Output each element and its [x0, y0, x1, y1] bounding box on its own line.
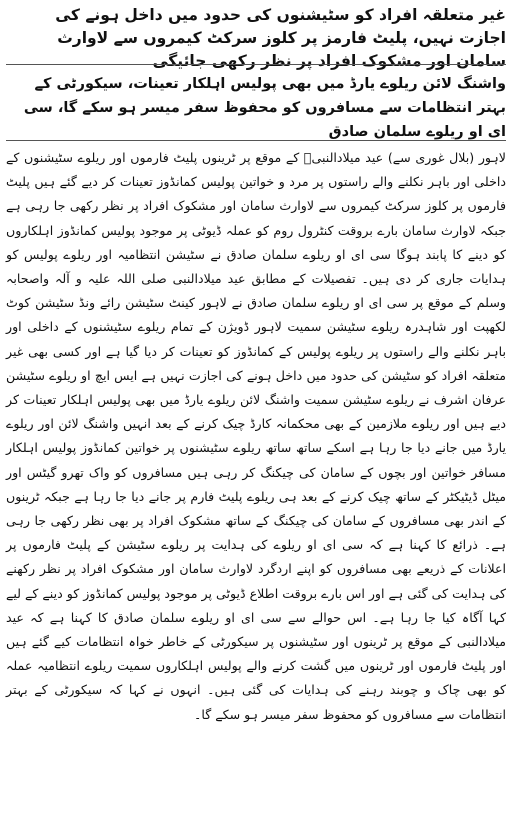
headline-divider [6, 64, 506, 65]
article-headline: غیر متعلقہ افراد کو سٹیشنوں کی حدود میں داخل ہونے کی اجازت نہیں، پلیٹ فارمز پر کلوز سرکٹ کیمروں سے لاوارث سامان اور مشکوک افراد پر نظر رکھی جائیگی [55, 6, 506, 70]
subheadline-divider [6, 140, 506, 141]
article-subheadline: واشنگ لائن ریلوے یارڈ میں بھی پولیس اہلکار تعینات، سیکورٹی کے بہتر انتظامات سے مسافروں کو محفوظ سفر میسر ہو سکے گا، سی ای او ریلوے سلمان صادق [23, 76, 506, 140]
article-body: لاہور (بلال غوری سے) عید میلادالنبیؐ کے موقع پر ٹرینوں پلیٹ فارموں اور ریلوے سٹیشنوں کے داخلی اور باہر نکلنے والے راستوں پر مرد و خواتین پولیس کمانڈوز تعینات کر دیے گئے ہیں پلیٹ فارموں پر کلوز سرکٹ کیمروں سے لاوارث سامان اور مشکوک افراد پر نظر رکھی جا رہی ہے جبکہ لاوارث سامان بارے بروقت کنٹرول روم کو عملہ ڈیوٹی پر موجود پولیس کمانڈوز اہلکاروں کو دینے کا پابند ہوگا سی ای او ریلوے سلمان صادق نے سٹیشن انتظامیہ اور ریلوے پولیس کو ہدایات جاری کر دی ہیں۔ تفصیلات کے مطابق عید میلادالنبی صلی اللہ علیہ و آلہ واصحابہ وسلم کے موقع پر سی ای او ریلوے سلمان صادق نے لاہور کینٹ سٹیشن رائے ونڈ سٹیشن کوٹ لکھپت اور شاہدرہ ریلوے سٹیشن سمیت لاہور ڈویژن کے تمام ریلوے سٹیشنوں کے داخلی اور باہر نکلنے والے راستوں پر ریلوے پولیس کے کمانڈوز کو تعینات کر دیا گیا ہے اور کسی بھی غیر متعلقہ افراد کو سٹیشن کی حدود میں داخل ہونے کی اجازت نہیں ہے ایس ایچ او ریلوے سٹیشن عرفان اشرف نے ریلوے سٹیشن سمیت واشنگ لائن ریلوے یارڈ میں بھی پولیس اہلکار تعینات کر دیے ہیں اور ریلوے ملازمین کے بھی محکمانہ کارڈ چیک کرنے کے بعد انہیں واشنگ لائن اور ریلوے یارڈ میں جانے دیا جا رہا ہے اسکے ساتھ ساتھ ریلوے سٹیشنوں پر خواتین کمانڈوز پولیس اہلکار مسافر خواتین اور بچوں کے سامان کی چیکنگ کر رہی ہیں مسافروں کو واک تھرو گیٹس اور میٹل ڈیٹیکٹر کے ساتھ چیک کرنے کے بعد ہی ریلوے پلیٹ فارم پر جانے دیا جا رہا ہے جبکہ ٹرینوں کے اندر بھی مسافروں کے سامان کی چیکنگ کے ساتھ مشکوک افراد پر بھی نظر رکھی جا رہی ہے۔ ذرائع کا کہنا ہے کہ سی ای او ریلوے کی ہدایت پر ریلوے سٹیشن کے پلیٹ فارموں پر اعلانات کے ذریعے بھی مسافروں کو اپنے اردگرد لاوارث سامان اور مشکوک افراد پر نظر رکھنے کی ہدایت کی گئی ہے اور اس بارے بروقت اطلاع ڈیوٹی پر موجود پولیس کمانڈوز کو دینے کے لیے کہا آگاہ کیا جا رہا ہے۔ اس حوالے سے سی ای او ریلوے سلمان صادق کا کہنا ہے کہ عید میلادالنبی کے موقع پر ٹرینوں اور سٹیشنوں پر سیکورٹی کے خاطر خواہ انتظامات کیے گئے ہیں اور پلیٹ فارموں اور ٹرینوں میں گشت کرنے والے پولیس اہلکاروں سمیت ریلوے انتظامیہ عملہ کو بھی چاک و چوبند رہنے کی ہدایات کی گئی ہیں۔ انہوں نے کہا کہ سیکورٹی کے بہتر انتظامات سے مسافروں کو محفوظ سفر میسر ہو سکے گا۔ [6, 150, 506, 722]
